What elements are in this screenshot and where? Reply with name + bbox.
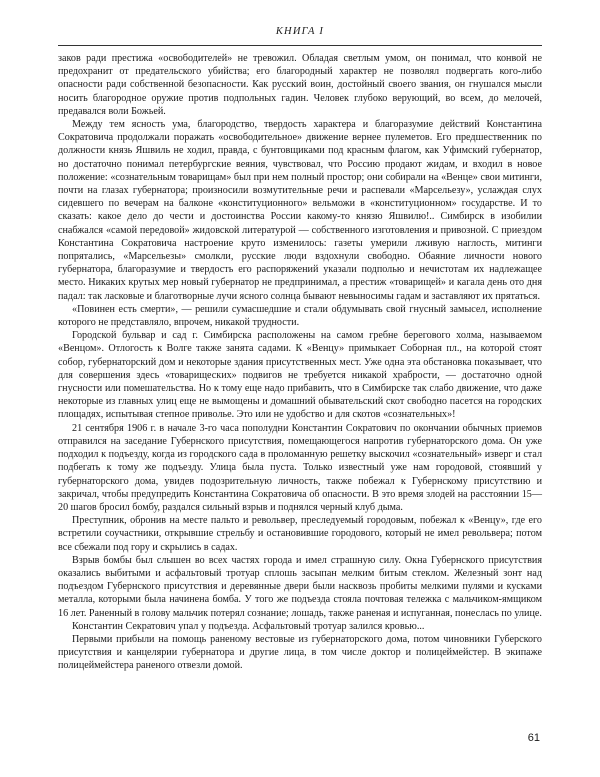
paragraph: Между тем ясность ума, благородство, твердость характера и благоразумие действий Константина Сократовича продолжали поражать «освободительное» движение вернее пулеметов. Его предшественник по должности князь Яшвиль не ходил, правда, с бунтовщиками под красным флагом, как Уфимский губернатор, но достаточно понимал петербургские веяния, чувствовал, что Россию продают жидам, и входил в новое положение: «сознательным товарищам» был при нем полный простор; они собирали на «Венце» свои митинги, почти на глазах губернатора; произносили возмутительные речи и распевали «Марсельезу», услаждая слух сидевшего по вечерам на балконе «конституционного» вельможи в «конституционном» государстве. И то сказать: какое дело до чести и достоинства России какому-то князю Яшвилю!.. Симбирск в изобилии снабжался «самой передовой» жидовской литературой — собственного изготовления и привозной. С приездом Константина Сократовича настроение круто изменилось: газеты умерили лживую наглость, митинги попрятались, «Марсельезы» смолкли, русские люди вздохнули свободно. Обаяние личности нового губернатора, благоразумие и твердость его распоряжений указали подполью и нечистотам их надлежащее место. Никаких крутых мер новый губернатор не предпринимал, а престиж «товарищей» и кагала день ото дня падал: так ласковые и благотворные лучи ясного солнца бывают невыносимы гадам и заставляют их прятаться. [58,119,542,302]
paragraph: 21 сентября 1906 г. в начале 3-го часа пополудни Константин Сократович по окончании обычных приемов отправился на заседание Губернского присутствия, помещающегося напротив губернаторского дома. Он уже подходил к подъезду, когда из городского сада в проломанную решетку выскочил «сознательный» изверг и стал подбегать к тому же подъезду. Улица была пуста. Только известный уже нам городовой, стоявший у губернаторского дома, увидев подозрительную личность, также побежал к Губернскому присутствию и закричал, чтобы предупредить Константина Сократовича об опасности. В это время злодей на расстоянии 15—20 шагов бросил бомбу, раздался сильный взрыв и поднялся черный клуб дыма. [58,422,542,513]
paragraph-continuation: заков ради престижа «освободителей» не тревожил. Обладая светлым умом, он понимал, что конвой не предохранит от предательского убийства; его благородный характер не позволял подвергать кого-либо опасности ради собственной безопасности. Как русский воин, достойный своего звания, он гнушался мысли носить благородное оружие против подпольных гадин. Человек глубоко верующий, во всем, до мелочей, предавался воли Божьей. [58,53,542,117]
paragraph: Взрыв бомбы был слышен во всех частях города и имел страшную силу. Окна Губернского присутствия оказались выбитыми и асфальтовый тротуар сплошь засыпан мелким битым стеклом. Железный зонт над подъездом Губернского присутствия и деревянные двери были насквозь пробиты мелкими пулями и кусками металла, которыми была начинена бомба. У того же подъезда стояла почтовая тележка с мальчиком-ямщиком 16 лет. Раненный в голову мальчик потерял сознание; лошадь, также раненая и испуганная, понеслась по улице. [58,554,542,619]
paragraph: Константин Секратович упал у подъезда. Асфальтовый тротуар залился кровью... [72,620,425,632]
paragraph: «Повинен есть смерти», — решили сумасшедшие и стали обдумывать свой гнусный замысел, исполнение которого не представляло, впрочем, никакой трудности. [58,303,542,329]
header-rule [58,45,542,46]
paragraph: Первыми прибыли на помощь раненому вестовые из губернаторского дома, потом чиновники Губерского присутствия и канцелярии губернатора и другие лица, в том числе доктор и полицеймейстер. В экипаже полицеймейстера раненого отвезли домой. [58,633,542,672]
paragraph: Городской бульвар и сад г. Симбирска расположены на самом гребне берегового холма, называемом «Венцом». Отлогость к Волге также занята садами. К «Венцу» примыкает Соборная пл., на которой стоят собор, губернаторский дом и некоторые здания присутственных мест. Уже одна эта обстановка показывает, что для совершения здесь «товарищеских» подвигов не требуется никакой храбрости, — достаточно одной гнусности или помешательства. Но к тому еще надо прибавить, что в Симбирске так слабо движение, что даже некоторые из главных улиц еще не вымощены и домашний обывательский скот свободно пасется на городских площадях, испытывая степное приволье. Это или не удобство и для скотов «сознательных»! [58,330,542,421]
running-header: КНИГА I [275,26,325,37]
paragraph: Преступник, обронив на месте пальто и револьвер, преследуемый городовым, побежал к «Венцу», где его встретили соучастники, открывшие стрельбу и остановившие городового, который не имел револьвера; потом все сбежали под гору и скрылись в садах. [58,515,542,553]
body-text [58,52,542,673]
page-number: 61 [527,732,540,744]
